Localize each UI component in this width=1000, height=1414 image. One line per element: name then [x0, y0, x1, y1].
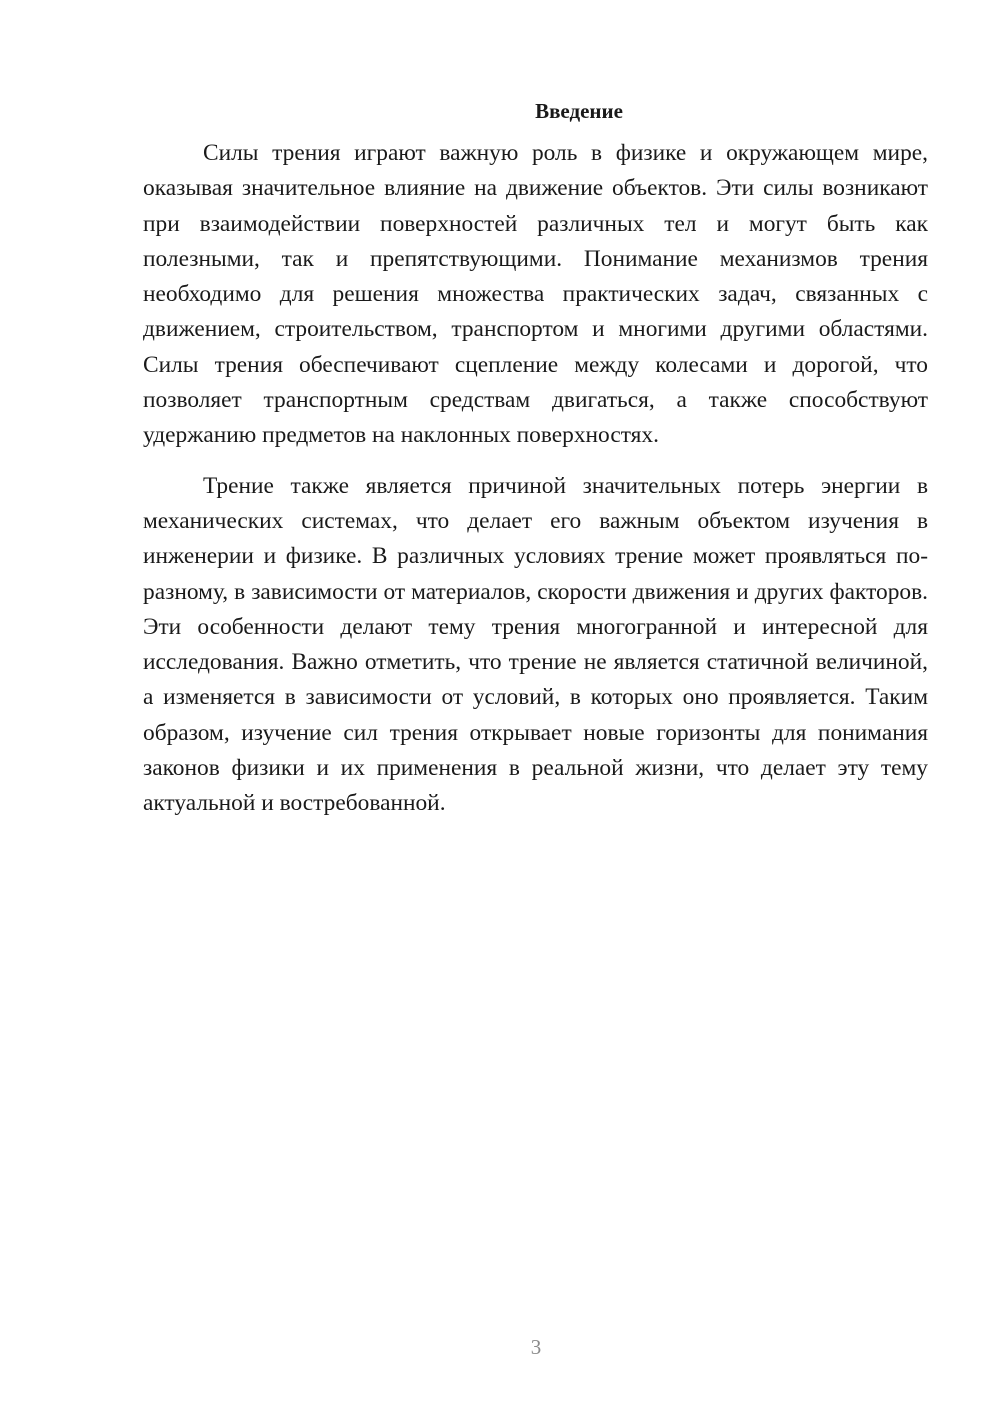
paragraph-2: Трение также является причиной значительных потерь энергии в механических системах, что делает его важным объектом изучения в инженерии и физике. В различных условиях трение может проявляться по-разному, в зависимости от материалов, скорости движения и других факторов. Эти особенности делают тему трения многогранной и интересной для исследования. Важно отметить, что трение не является статичной величиной, а изменяется в зависимости от условий, в которых оно проявляется. Таким образом, изучение сил трения открывает новые горизонты для понимания законов физики и их применения в реальной жизни, что делает эту тему актуальной и востребованной. [143, 472, 928, 817]
page-number: 3 [530, 1335, 542, 1359]
page-content [143, 96, 928, 822]
section-heading: Введение [535, 99, 623, 123]
paragraph-1: Силы трения играют важную роль в физике и окружающем мире, оказывая значительное влияние на движение объектов. Эти силы возникают при взаимодействии поверхностей различных тел и могут быть как полезными, так и препятствующими. Понимание механизмов трения необходимо для решения множества практических задач, связанных с движением, строительством, транспортом и многими другими областями. Силы трения обеспечивают сцепление между колесами и дорогой, что позволяет транспортным средствам двигаться, а также способствуют удержанию предметов на наклонных поверхностях. [143, 140, 928, 449]
